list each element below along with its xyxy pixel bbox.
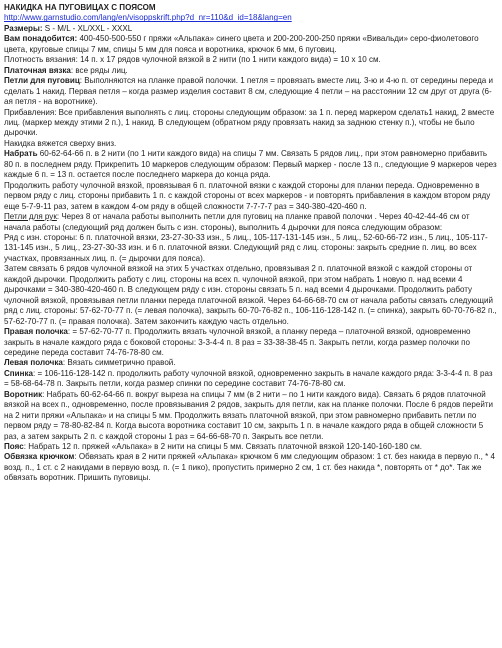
garter-value: : все ряды лиц.: [70, 65, 128, 75]
right-front-value: : = 57-62-70-77 п. Продолжить вязать чулочной вязкой, а планку переда – платочной вязкой, одновременно закрыть в начале каждого ряда с боковой стороны: 3-3-4-4 п. 8 раз = 33-38-38-45 п. Закрыть петли, когда размер полочки по середине переда составит 74-76-78-80 см.: [4, 327, 471, 357]
buttonholes-paragraph: [4, 76, 498, 107]
collar-value: : Набрать 60-62-64-66 п. вокруг выреза на спицы 7 мм (в 2 нити – по 1 нити каждого вида). Связать 6 рядов платочной вязкой на всех п., одновременно, после провязывания 2 рядов, закрыть для петли, как на планке полочки. После 6 рядов перейти на 2 нити пряжи «Альпака» и на спицы 5 мм. Продолжить вязать платочной вязкой, при этом равномерно прибавить петли по первом ряду = 78-80-82-84 п. Когда высота воротника составит 10 см, закрыть 1 п. в начале каждого ряда в общей сложности 5 раз, а затем закрыть 2 п. с каждой стороны 1 раз = 64-66-68-70 п. Закрыть все петли.: [4, 389, 494, 441]
edging-paragraph: [4, 452, 498, 483]
back-paragraph: [4, 369, 498, 390]
buttonholes-value: : Выполняются на планке правой полочки. 1 петля = провязать вместе лиц. 3-ю и 4-ю п. от середины переда и сделать 1 накид. Первая петля – когда размер изделия составит 8 см, следующие 4 петли – на расстоянии 12 см друг от друга (6-ая петля - на воротнике).: [4, 76, 494, 107]
collar-label: Воротник: [4, 389, 43, 399]
source-url-link[interactable]: http://www.garnstudio.com/lang/en/visoppskrift.php?d_nr=110&d_id=18&lang=en: [4, 13, 292, 23]
sizes-paragraph: [4, 24, 498, 34]
cast-on-paragraph: [4, 149, 498, 180]
materials-value: 400-450-500-550 г пряжи «Альпака» синего цвета и 200-200-200-250 пряжи «Вивальди» серо-фиолетового цвета, круговые спицы 7 мм, спицы 5 мм для пояса и воротника, крючок 6 мм, 6 пуговиц.: [4, 34, 479, 54]
increases-paragraph: Прибавления: Все прибавления выполнять с лиц. стороны следующим образом: за 1 п. перед маркером сделать1 накид, 2 вместе лиц. (маркер между этими 2 п.), 1 накид. В следующем (обратном ряду провязать накид за заднюю стенку п.), чтобы не было дырочки.: [4, 107, 495, 138]
back-label: Спинка: [4, 368, 33, 378]
left-front-value: : Вязать симметрично правой.: [62, 358, 176, 368]
continue-paragraph: Продолжить работу чулочной вязкой, провязывая 6 п. платочной вязки с каждой стороны для планки переда. Одновременно в первом ряду с лиц. стороны прибавить 1 п. с каждой стороны от всех маркеров - и повторять прибавления в каждом втором ряду еще 5-7-9-11 раз, затем в каждом 4-ом ряду в общей сложности 7-7-7-7 раз = 340-380-420-460 п.: [4, 180, 491, 211]
back-value: : = 106-116-128-142 п. продолжить работу чулочной вязкой, одновременно закрыть в начале каждого ряда: 3-3-4-4 п. 8 раз = 58-68-64-78 п. Закрыть петли, когда размер спинки по середине составит 74-76-78-80 см.: [4, 368, 493, 389]
belt-paragraph: [4, 442, 498, 452]
armholes-label: Петли для рук: [4, 212, 57, 222]
armholes-paragraph: [4, 212, 498, 233]
right-front-paragraph: [4, 327, 498, 358]
page-title: НАКИДКА НА ПУГОВИЦАХ С ПОЯСОМ: [4, 3, 156, 12]
left-front-label: Левая полочка: [4, 358, 63, 368]
belt-value: : Набрать 12 п. пряжей «Альпака» в 2 нити на спицы 5 мм. Связать платочной вязкой 120-140-160-180 см.: [23, 442, 423, 452]
garter-paragraph: [4, 66, 498, 76]
buttonholes-label: Петли для пуговиц: [4, 76, 80, 86]
belt-label: Пояс: [4, 442, 24, 452]
edging-value: : Обвязать края в 2 нити пряжей «Альпака» крючком 6 мм следующим образом: 1 ст. без накида в первую п., * 4 возд. п., 1 ст. с 2 накидами в первую возд. п. (= 1 пико), пропустить примерно 2 см, 1 ст. без накида *, повторять от * до*. Так же обвязать воротник. Пришить пуговицы.: [4, 452, 495, 483]
sizes-label: Размеры:: [4, 23, 43, 33]
edging-label: Обвязка крючком: [4, 452, 75, 462]
right-front-label: Правая полочка: [4, 327, 68, 337]
materials-paragraph: [4, 34, 498, 55]
cast-on-label: Набрать: [4, 149, 38, 159]
gauge-paragraph: Плотность вязания: 14 п. х 17 рядов чулочной вязкой в 2 нити (по 1 нити каждого вида) = 10 х 10 см.: [4, 55, 381, 65]
armholes-value: : Через 8 от начала работы выполнить петли для пуговиц на планке правой полочки . Через 40-42-44-46 см от начала работы (следующий ряд должен быть с изн. стороны), выполнить 4 дырочки для пояса следующим образом:: [4, 212, 470, 232]
then-work-paragraph: Затем связать 6 рядов чулочной вязкой на этих 5 участках отдельно, провязывая 2 п. платочной вязкой с каждой стороны от каждой дырочки. Продолжить работу с лиц. стороны на всех п. чулочной вязкой, при этом набрать 1 новую п. над всеми 4 дырочками = 340-380-420-460 п. В следующем ряду с изн. стороны связать 5 п. над всеми 4 дырочками. Продолжить работу чулочной вязкой, провязывая петли планки переда платочной вязкой. Через 64-66-68-70 см от начала работы связать следующий ряд с лиц. стороны: 57-62-70-77 п. (= левая полочка), закрыть 60-70-76-82 п., 106-116-128-142 п. (= спинка), закрыть 60-70-76-82 п., 57-62-70-77 п. (= правая полочка). Затем закончить каждую часть отдельно.: [4, 264, 497, 326]
source-url-line: [4, 13, 498, 23]
ws-row-paragraph: Ряд с изн. стороны: 6 п. платочной вязки, 23-27-30-33 изн., 5 лиц., 105-117-131-145 изн., 5 лиц., 52-60-66-72 изн., 5 лиц., 105-117-131-145 изн., 5 лиц., 23-27-30-33 изн. и 6 п. платочной вязки. Следующий ряд с лиц. стороны: закрыть средние п. лиц. во всех участках, провязанных лиц. п. (= дырочки для пояса).: [4, 232, 488, 263]
collar-paragraph: [4, 390, 498, 442]
left-front-paragraph: [4, 358, 498, 368]
garter-label: Платочная вязка: [4, 65, 71, 75]
top-down-paragraph: Накидка вяжется сверху вниз.: [4, 138, 117, 148]
cast-on-value: 60-62-64-66 п. в 2 нити (по 1 нити каждого вида) на спицы 7 мм. Связать 5 рядов лиц., при этом равномерно прибавить 80 п. в последнем ряду. Прикрепить 10 маркеров следующим образом: Первый маркер - после 13 п., следующие 9 маркеров через каждые 6 п. = 13 п. остается после последнего маркера до конца ряда.: [4, 149, 497, 180]
materials-label: Вам понадобится:: [4, 34, 78, 44]
sizes-value: S - M/L - XL/XXL - XXXL: [42, 23, 133, 33]
